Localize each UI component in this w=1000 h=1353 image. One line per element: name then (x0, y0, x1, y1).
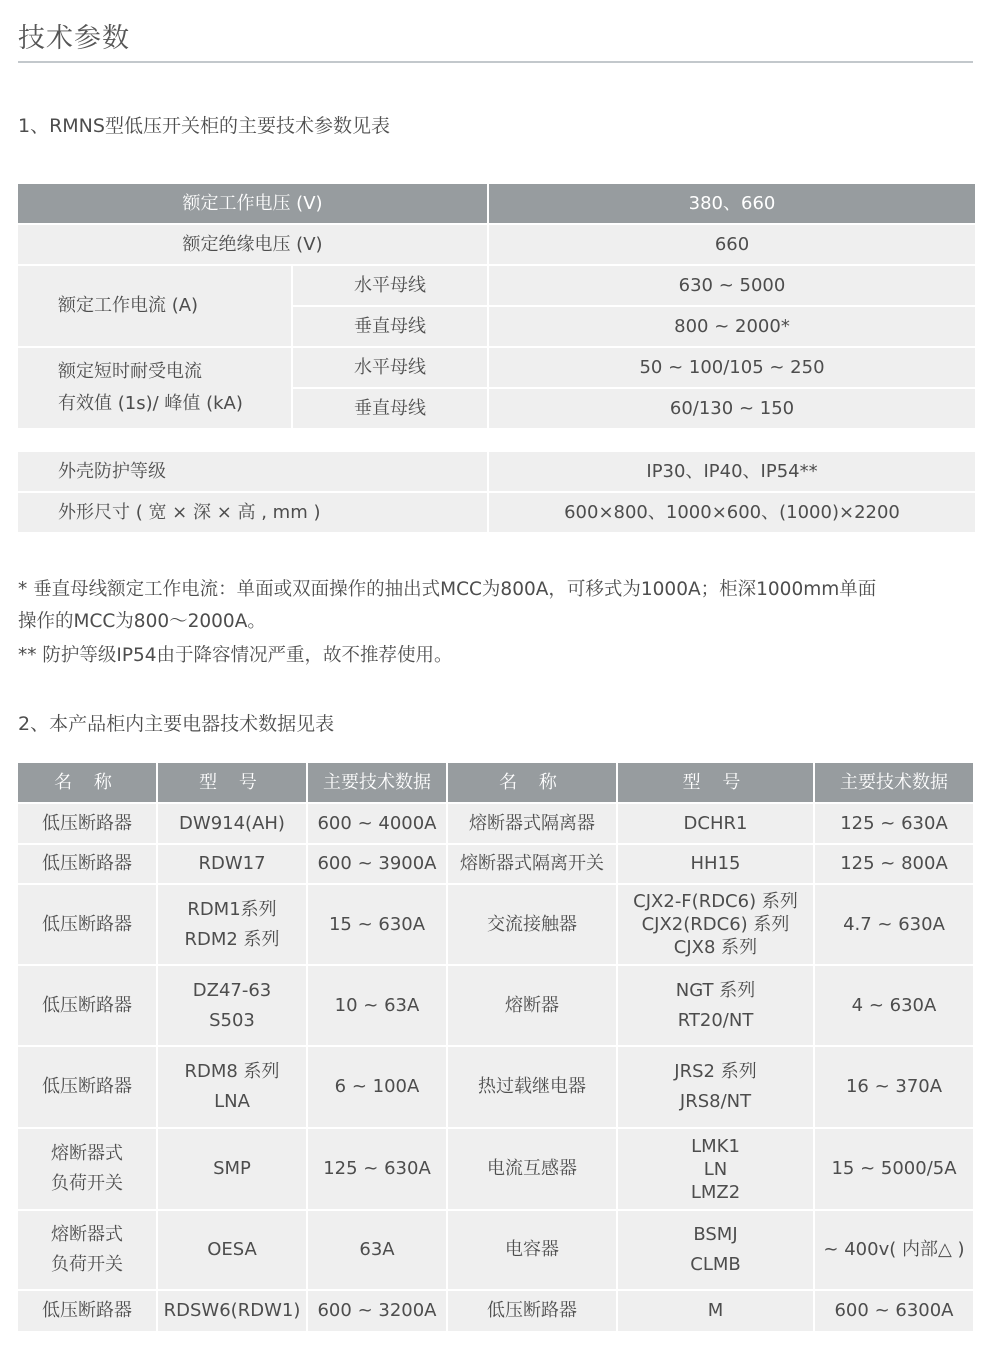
component-model (158, 804, 306, 843)
param-value: 600×800、1000×600、(1000)×2200 (489, 493, 975, 532)
component-model-line: LMK1 (691, 1135, 740, 1157)
param-sublabel: 水平母线 (293, 348, 487, 387)
table-row (18, 804, 973, 843)
component-model-line: JRS2 系列 (674, 1061, 757, 1082)
component-model (618, 845, 813, 883)
param-label-line: 额定短时耐受电流 (58, 361, 202, 382)
component-model (618, 966, 813, 1045)
component-name (18, 966, 156, 1045)
table-row (18, 885, 973, 964)
component-model (618, 885, 813, 964)
component-model-line: RDW17 (198, 853, 266, 874)
component-name-line: 负荷开关 (51, 1173, 123, 1194)
component-model-line: LMZ2 (690, 1181, 741, 1203)
component-model (158, 1047, 306, 1127)
component-model-line: DW914(AH) (179, 812, 285, 834)
param-label: 额定工作电压 (V) (18, 184, 487, 223)
component-model (158, 845, 306, 883)
column-header-name: 名 称 (448, 763, 616, 802)
param-label: 外形尺寸 ( 宽 × 深 × 高 , mm ) (18, 493, 487, 532)
table-row (18, 184, 975, 223)
component-name (18, 1211, 156, 1289)
column-header-data: 主要技术数据 (308, 763, 446, 802)
component-name-line: 低压断路器 (42, 853, 132, 874)
component-model-line: M (707, 1300, 724, 1321)
component-name (448, 1047, 616, 1127)
table-row (18, 1129, 973, 1209)
component-name-line: 熔断器式隔离开关 (460, 853, 604, 874)
component-data: 16 ~ 370A (815, 1047, 973, 1127)
component-model-line: RT20/NT (677, 1009, 754, 1031)
component-name-line: 低压断路器 (42, 994, 132, 1016)
component-name (448, 1129, 616, 1209)
component-model-line: DCHR1 (683, 812, 748, 834)
column-header-name: 名 称 (18, 763, 156, 802)
component-name-line: 熔断器 (505, 994, 559, 1016)
component-name (18, 1047, 156, 1127)
table-row (18, 845, 973, 883)
component-name (448, 966, 616, 1045)
param-sublabel: 垂直母线 (293, 389, 487, 428)
component-data: 63A (308, 1211, 446, 1289)
component-model-line: RDM2 系列 (184, 928, 280, 950)
component-name-line: 交流接触器 (487, 913, 577, 935)
table-row (18, 225, 975, 264)
footnote-1-cont: 操作的MCC为800～2000A。 (18, 611, 266, 632)
component-name (18, 804, 156, 843)
component-data: 4.7 ~ 630A (815, 885, 973, 964)
table-row (18, 1211, 973, 1289)
component-model-line: CJX8 系列 (673, 937, 758, 958)
component-model-line: S503 (209, 1009, 255, 1031)
component-data: 15 ~ 5000/5A (815, 1129, 973, 1209)
component-model (158, 966, 306, 1045)
table-row (18, 348, 975, 387)
component-model-line: CJX2(RDC6) 系列 (641, 914, 790, 935)
param-value: 630 ~ 5000 (489, 266, 975, 305)
param-sublabel: 水平母线 (293, 266, 487, 305)
component-name (448, 885, 616, 964)
title-divider (18, 61, 973, 63)
component-model (158, 1129, 306, 1209)
component-model-line: CJX2-F(RDC6) 系列 (633, 891, 798, 912)
component-name (18, 845, 156, 883)
component-name (18, 885, 156, 964)
component-model (618, 1291, 813, 1331)
column-header-data: 主要技术数据 (815, 763, 973, 802)
param-sublabel: 垂直母线 (293, 307, 487, 346)
component-data: 125 ~ 630A (815, 804, 973, 843)
table-row (18, 1291, 973, 1331)
component-name (18, 1129, 156, 1209)
component-name-line: 低压断路器 (487, 1300, 577, 1321)
component-model-line: LN (703, 1158, 728, 1180)
component-name-line: 负荷开关 (51, 1254, 123, 1275)
component-model-line: HH15 (690, 853, 741, 874)
component-name-line: 电容器 (505, 1239, 559, 1260)
component-name-line: 熔断器式 (51, 1224, 123, 1245)
component-name (448, 1211, 616, 1289)
main-parameters-table (16, 182, 977, 430)
table-row (18, 493, 975, 532)
table-header-row (18, 763, 973, 802)
component-model (618, 1129, 813, 1209)
component-name (448, 845, 616, 883)
component-model-line: SMP (213, 1158, 251, 1179)
param-label: 额定工作电流 (A) (18, 266, 291, 346)
footnote-2: ** 防护等级IP54由于降容情况严重，故不推荐使用。 (18, 645, 453, 666)
column-header-model: 型 号 (158, 763, 306, 802)
component-name (448, 804, 616, 843)
component-data: 600 ~ 4000A (308, 804, 446, 843)
param-label-line: 有效值 (1s)/ 峰值 (kA) (58, 393, 243, 414)
param-label: 外壳防护等级 (18, 452, 487, 491)
table-row (18, 1047, 973, 1127)
component-name-line: 熔断器式 (51, 1143, 123, 1164)
component-model-line: RDM1系列 (187, 898, 277, 920)
enclosure-table (16, 450, 977, 534)
component-data: 125 ~ 630A (308, 1129, 446, 1209)
component-name-line: 低压断路器 (42, 1076, 132, 1097)
param-value: 380、660 (489, 184, 975, 223)
component-data: ~ 400v( 内部△ ) (815, 1211, 973, 1289)
component-model-line: CLMB (690, 1254, 741, 1275)
param-value: 50 ~ 100/105 ~ 250 (489, 348, 975, 387)
page-title: 技术参数 (18, 23, 130, 54)
component-model-line: RDM8 系列 (184, 1061, 280, 1082)
table-row (18, 266, 975, 305)
component-name-line: 熔断器式隔离器 (469, 812, 595, 834)
component-model-line: JRS8/NT (679, 1091, 752, 1112)
footnote-1: * 垂直母线额定工作电流：单面或双面操作的抽出式MCC为800A，可移式为1000A；柜深1000mm单面 (18, 579, 877, 600)
component-name (18, 1291, 156, 1331)
component-model (618, 1047, 813, 1127)
section-2-heading: 2、本产品柜内主要电器技术数据见表 (18, 713, 335, 735)
component-data: 600 ~ 6300A (815, 1291, 973, 1331)
component-model-line: BSMJ (693, 1224, 738, 1245)
components-table (16, 761, 975, 1333)
component-name (448, 1291, 616, 1331)
param-value: 800 ~ 2000* (489, 307, 975, 346)
column-header-model: 型 号 (618, 763, 813, 802)
param-value: 660 (489, 225, 975, 264)
component-data: 15 ~ 630A (308, 885, 446, 964)
component-model-line: NGT 系列 (675, 979, 756, 1001)
component-model-line: LNA (214, 1091, 250, 1112)
param-value: 60/130 ~ 150 (489, 389, 975, 428)
component-model (158, 1211, 306, 1289)
footnotes (18, 574, 978, 672)
table-row (18, 966, 973, 1045)
param-label (18, 348, 291, 428)
component-model (158, 885, 306, 964)
component-data: 4 ~ 630A (815, 966, 973, 1045)
component-model-line: RDSW6(RDW1) (163, 1300, 301, 1321)
param-value: IP30、IP40、IP54** (489, 452, 975, 491)
component-data: 10 ~ 63A (308, 966, 446, 1045)
param-label: 额定绝缘电压 (V) (18, 225, 487, 264)
component-model (618, 1211, 813, 1289)
table-row (18, 452, 975, 491)
component-model (618, 804, 813, 843)
section-1-heading: 1、RMNS型低压开关柜的主要技术参数见表 (18, 115, 390, 137)
component-model-line: DZ47-63 (192, 979, 272, 1001)
component-data: 125 ~ 800A (815, 845, 973, 883)
component-name-line: 低压断路器 (42, 812, 132, 834)
component-name-line: 低压断路器 (42, 913, 132, 935)
component-data: 600 ~ 3900A (308, 845, 446, 883)
component-name-line: 低压断路器 (42, 1300, 132, 1321)
component-name-line: 热过载继电器 (478, 1076, 586, 1097)
component-model (158, 1291, 306, 1331)
component-data: 6 ~ 100A (308, 1047, 446, 1127)
component-data: 600 ~ 3200A (308, 1291, 446, 1331)
component-model-line: OESA (207, 1239, 257, 1260)
component-name-line: 电流互感器 (487, 1158, 577, 1179)
